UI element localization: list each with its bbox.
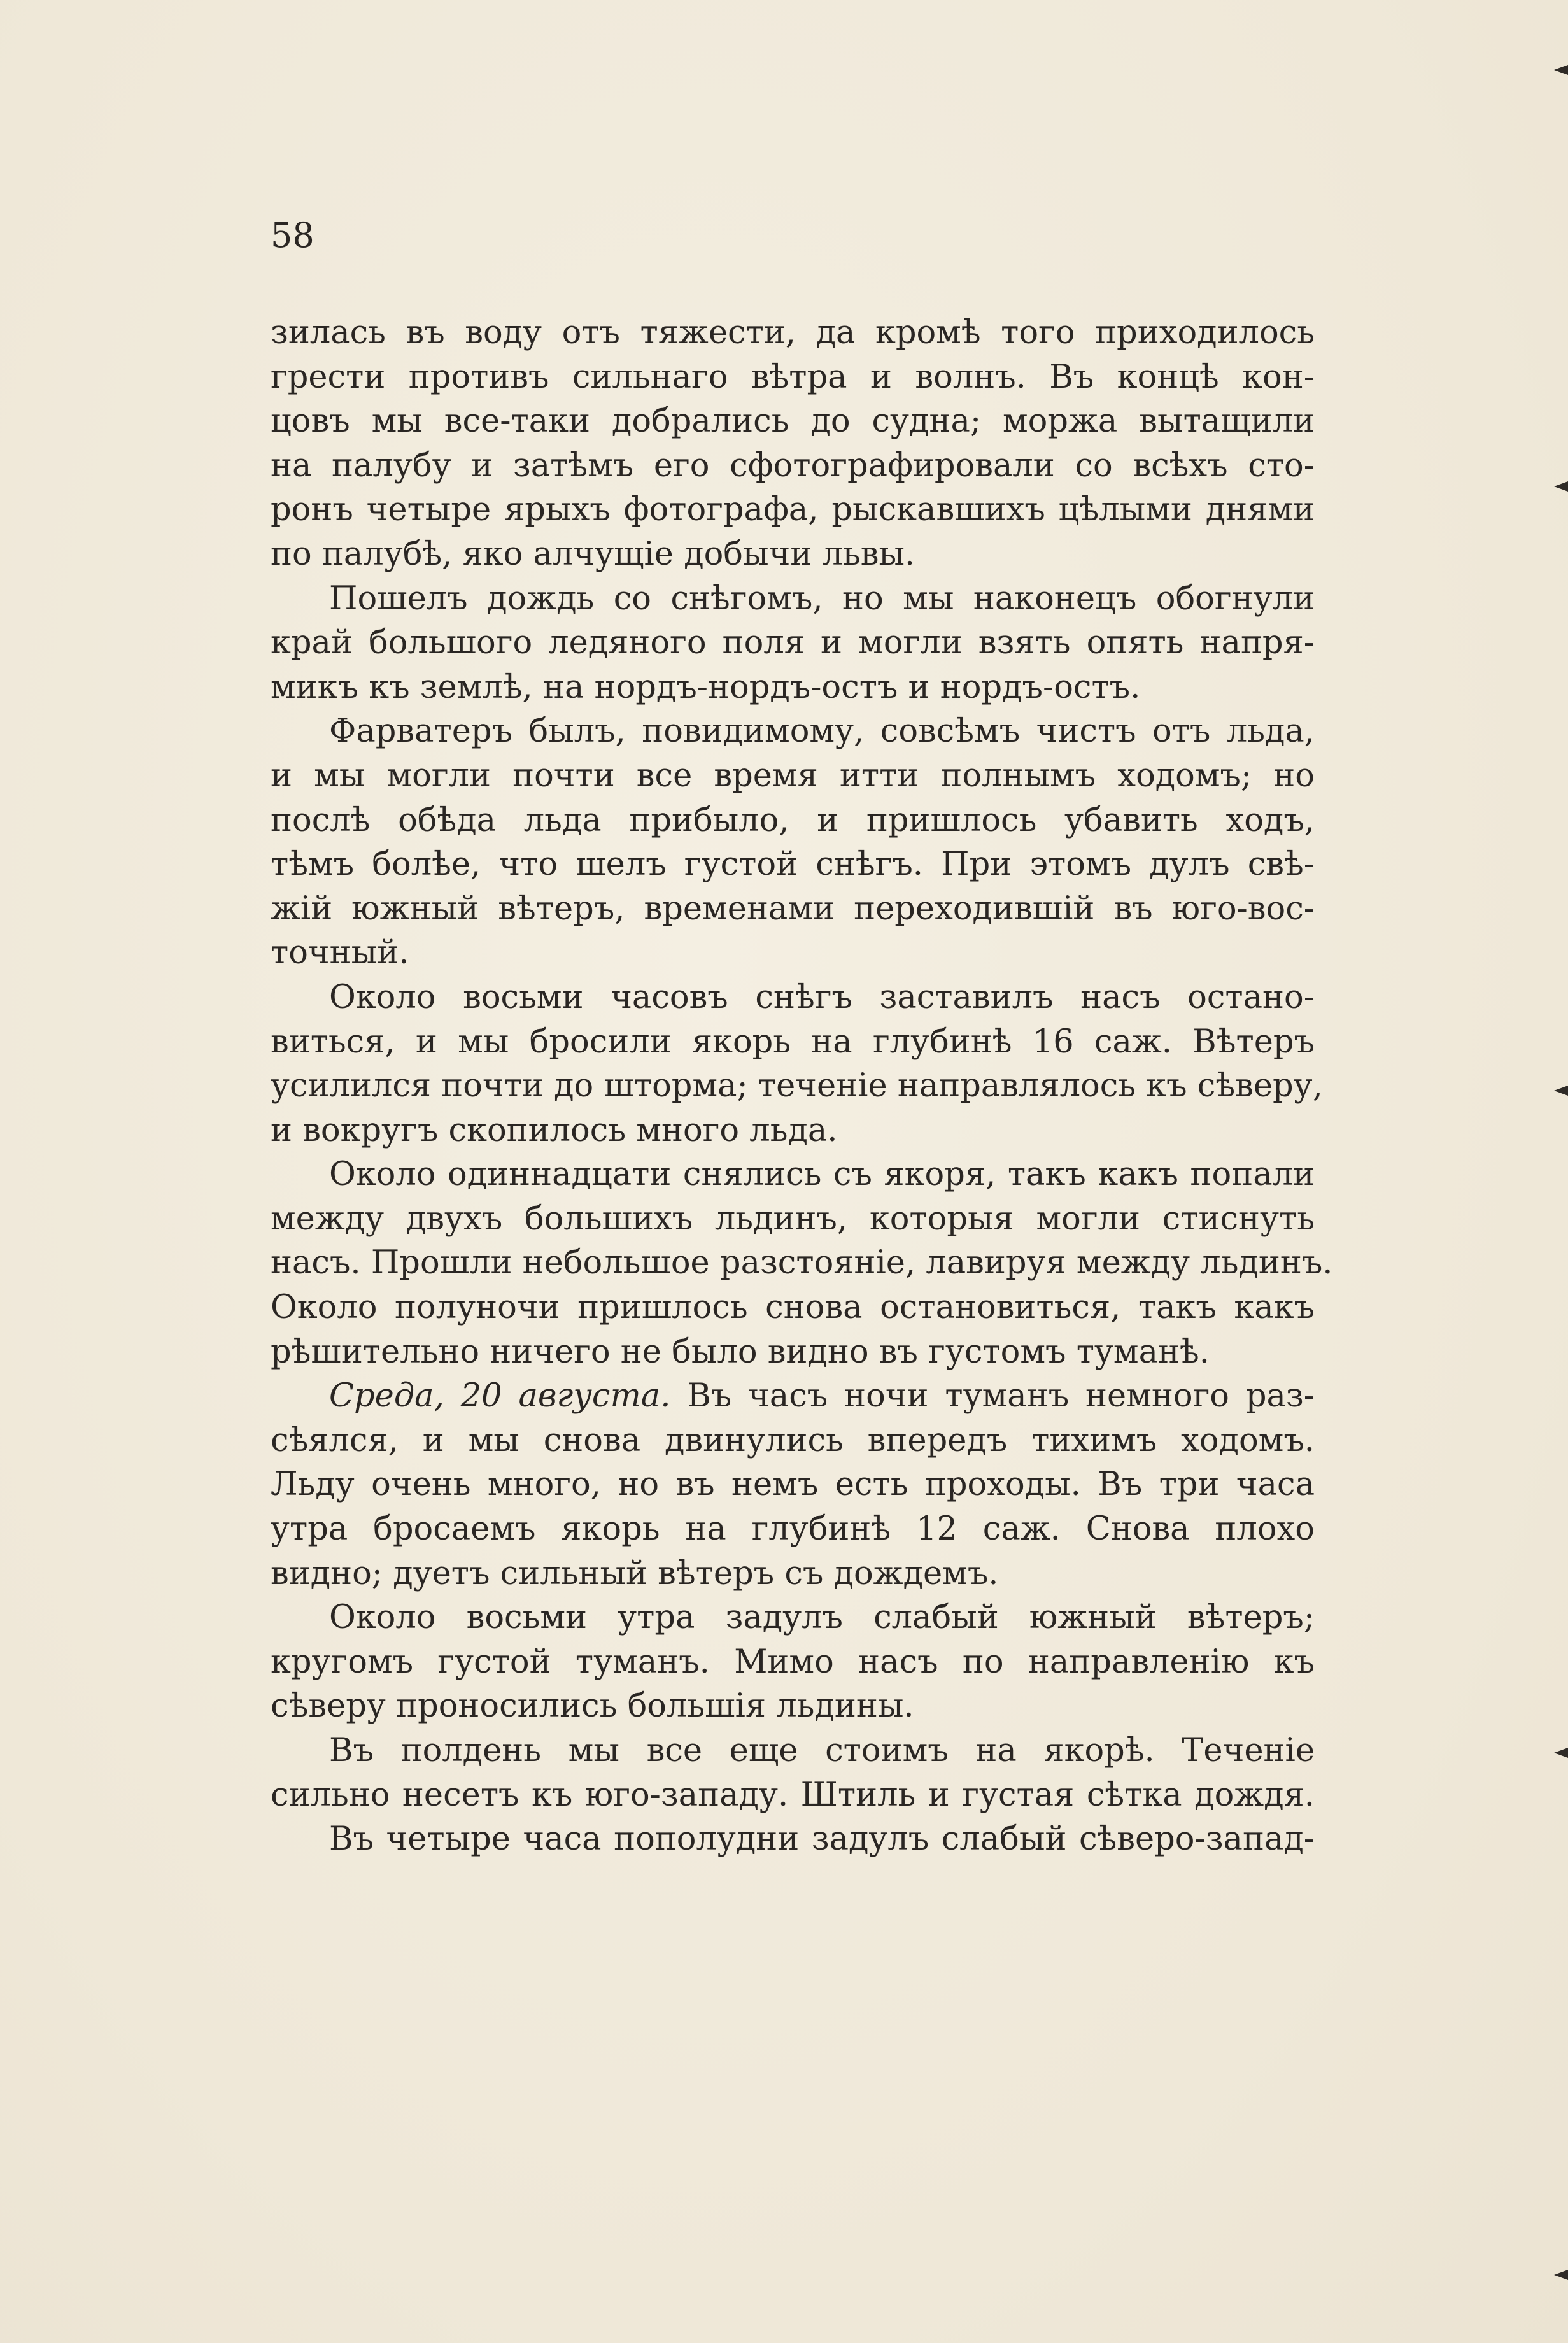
text-line: тѣмъ болѣе, что шелъ густой снѣгъ. При этомъ дулъ свѣ- [271,846,1315,884]
text-line: точный. [271,934,409,972]
margin-mark-icon [1554,2270,1568,2280]
text-line: Около восьми утра задулъ слабый южный вѣтеръ; [329,1599,1315,1637]
text-line: сѣялся, и мы снова двинулись впередъ тихимъ ходомъ. [271,1421,1315,1459]
text-line: насъ. Прошли небольшое разстояніе, лавируя между льдинъ. [271,1244,1333,1282]
paragraph [271,577,1315,710]
text-line: виться, и мы бросили якорь на глубинѣ 16 саж. Вѣтеръ [271,1023,1315,1061]
text-line: кругомъ густой туманъ. Мимо насъ по направленію къ [271,1643,1315,1681]
text-line: зилась въ воду отъ тяжести, да кромѣ того приходилось [271,314,1315,351]
text-line: цовъ мы все-таки добрались до судна; моржа вытащили [271,402,1315,441]
margin-mark-icon [1554,481,1568,492]
text-line: Около полуночи пришлось снова остановиться, такъ какъ [271,1289,1315,1327]
paragraph [271,1374,1315,1596]
text-line: Въ четыре часа пополудни задулъ слабый сѣверо-запад- [329,1820,1315,1858]
paragraph [271,709,1315,975]
text-line: по палубѣ, яко алчущіе добычи львы. [271,535,915,573]
margin-mark-icon [1554,65,1568,75]
text-line: Льду очень много, но въ немъ есть проходы. Въ три часа [271,1466,1315,1504]
paragraph [271,1817,1315,1862]
date-heading: Среда, 20 августа. [329,1377,671,1415]
margin-mark-icon [1554,1086,1568,1096]
text-line [271,1374,1315,1419]
text-line: жій южный вѣтеръ, временами переходившій въ юго-вос- [271,889,1315,928]
text-line: сильно несетъ къ юго-западу. Штиль и густая сѣтка дождя. [271,1776,1315,1814]
paragraph [271,1729,1315,1817]
page-number: 58 [271,215,314,255]
text-line: Фарватеръ былъ, повидимому, совсѣмъ чистъ отъ льда, [329,712,1315,751]
text-line: утра бросаемъ якорь на глубинѣ 12 саж. Снова плохо [271,1510,1315,1548]
text-line: Около одиннадцати снялись съ якоря, такъ какъ попали [329,1156,1315,1194]
text-line: Около восьми часовъ снѣгъ заставилъ насъ остано- [329,978,1315,1016]
text-line: и вокругъ скопилось много льда. [271,1111,838,1149]
text-line: грести противъ сильнаго вѣтра и волнъ. Въ концѣ кон- [271,358,1315,396]
text-line: видно; дуетъ сильный вѣтеръ съ дождемъ. [271,1554,999,1592]
text-line: послѣ обѣда льда прибыло, и пришлось убавить ходъ, [271,801,1315,839]
text-line-rest: Въ часъ ночи туманъ немного раз- [670,1377,1315,1415]
paragraph [271,1152,1333,1374]
text-line: Въ полдень мы все еще стоимъ на якорѣ. Теченіе [329,1732,1315,1769]
text-line: и мы могли почти все время итти полнымъ ходомъ; но [271,756,1315,795]
paragraph [271,1596,1315,1729]
text-line: на палубу и затѣмъ его сфотографировали со всѣхъ сто- [271,446,1315,485]
margin-mark-icon [1554,1748,1568,1758]
text-line: ронъ четыре ярыхъ фотографа, рыскавшихъ цѣлыми днями [271,491,1315,529]
body-text [271,311,1333,1862]
paragraph [271,311,1315,577]
text-line: микъ къ землѣ, на нордъ-нордъ-остъ и нордъ-остъ. [271,668,1141,706]
text-line: усилился почти до шторма; теченіе направлялось къ сѣверу, [271,1067,1323,1105]
text-line: между двухъ большихъ льдинъ, которыя могли стиснуть [271,1200,1315,1238]
text-line: край большого ледяного поля и могли взять опять напря- [271,624,1315,662]
text-line: сѣверу проносились большія льдины. [271,1687,914,1725]
paragraph [271,975,1323,1152]
text-line: рѣшительно ничего не было видно въ густомъ туманѣ. [271,1333,1210,1371]
text-line: Пошелъ дождь со снѣгомъ, но мы наконецъ обогнули [329,579,1315,618]
